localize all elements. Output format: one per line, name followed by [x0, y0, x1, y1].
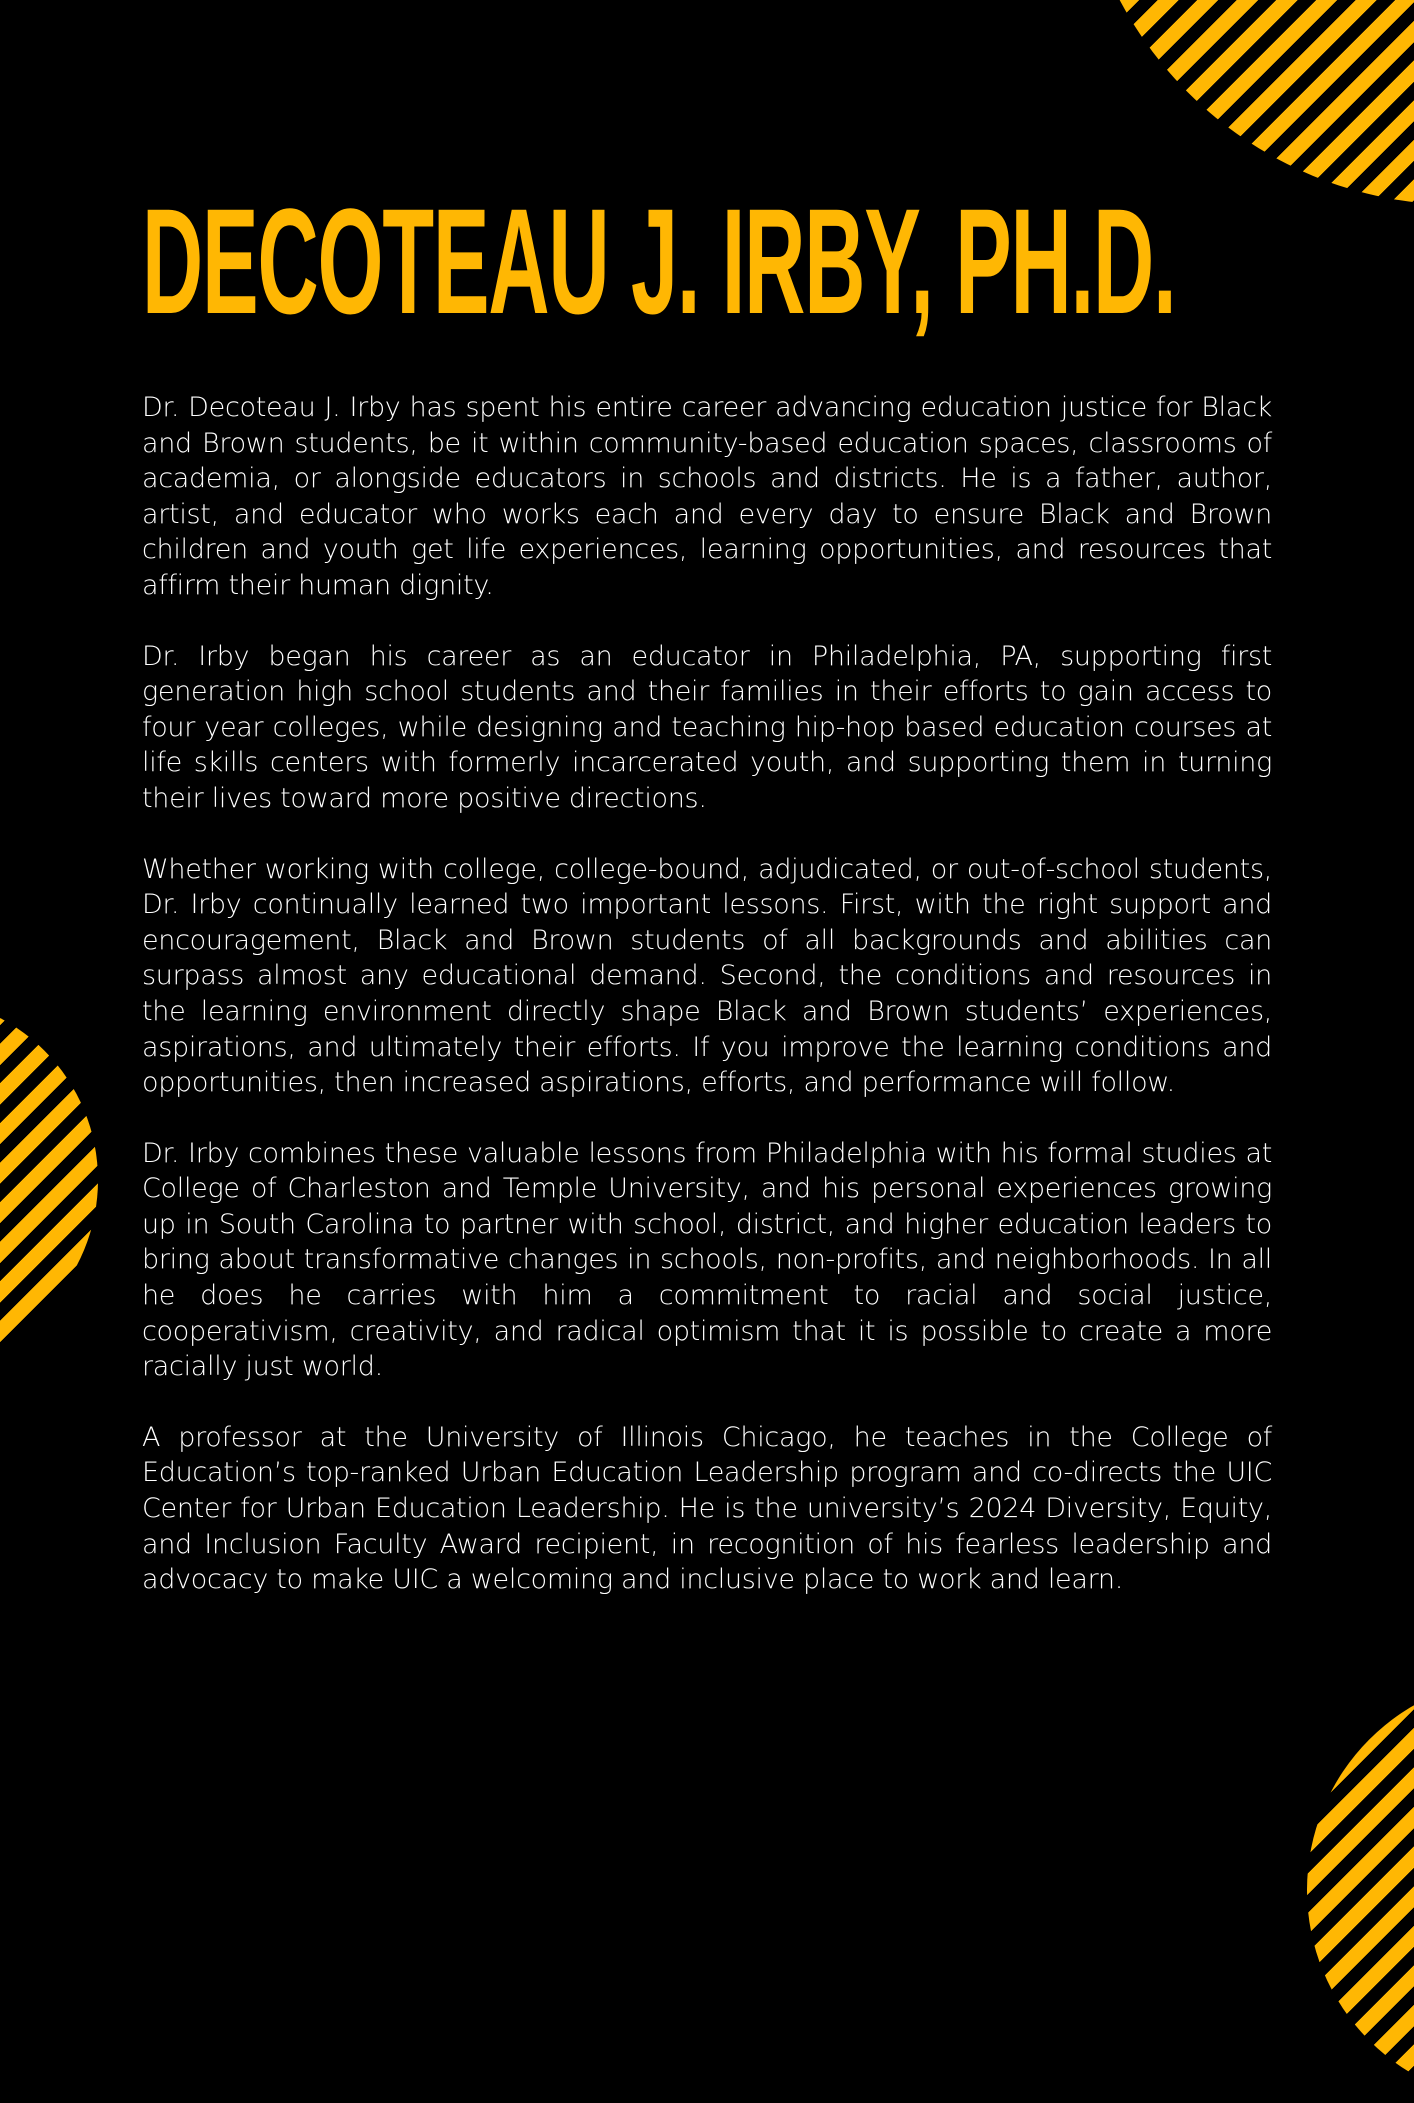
striped-circle-decoration-left	[0, 997, 98, 1363]
bio-paragraph-2: Dr. Irby began his career as an educator in Philadelphia, PA, supporting first generation high school students and their families in their efforts to gain access to four year colleges, while designing and teaching hip-hop based education courses at life skills centers with formerly incarcerated youth, and supporting them in turning their lives toward more positive directions.	[142, 640, 1272, 814]
striped-circle-decoration-bottom-right	[1307, 1677, 1414, 2103]
page-title: DECOTEAU J. IRBY, PH.D.	[142, 177, 1176, 345]
bio-paragraph-4: Dr. Irby combines these valuable lessons from Philadelphia with his formal studies at College of Charleston and Temple University, and his personal experiences growing up in South Carolina to partner with school, district, and higher education leaders to bring about transformative changes in schools, non-profits, and neighborhoods. In all he does he carries with him a commitment to racial and social justice, cooperativism, creativity, and radical optimism that it is possible to create a more racially just world.	[142, 1137, 1272, 1383]
bio-body	[142, 390, 1272, 1633]
striped-circle-decoration-top-right	[1075, 0, 1414, 205]
bio-paragraph-1: Dr. Decoteau J. Irby has spent his entire career advancing education justice for Black and Brown students, be it within community-based education spaces, classrooms of academia, or alongside educators in schools and districts. He is a father, author, artist, and educator who works each and every day to ensure Black and Brown children and youth get life experiences, learning opportunities, and resources that affirm their human dignity.	[142, 392, 1272, 601]
bio-paragraph-5: A professor at the University of Illinois Chicago, he teaches in the College of Education’s top-ranked Urban Education Leadership program and co-directs the UIC Center for Urban Education Leadership. He is the university’s 2024 Diversity, Equity, and Inclusion Faculty Award recipient, in recognition of his fearless leadership and advocacy to make UIC a welcoming and inclusive place to work and learn.	[142, 1421, 1272, 1596]
bio-paragraph-3: Whether working with college, college-bound, adjudicated, or out-of-school students, Dr. Irby continually learned two important lessons. First, with the right support and encouragement, Black and Brown students of all backgrounds and abilities can surpass almost any educational demand. Second, the conditions and resources in the learning environment directly shape Black and Brown students’ experiences, aspirations, and ultimately their efforts. If you improve the learning conditions and opportunities, then increased aspirations, efforts, and performance will follow.	[142, 853, 1272, 1099]
